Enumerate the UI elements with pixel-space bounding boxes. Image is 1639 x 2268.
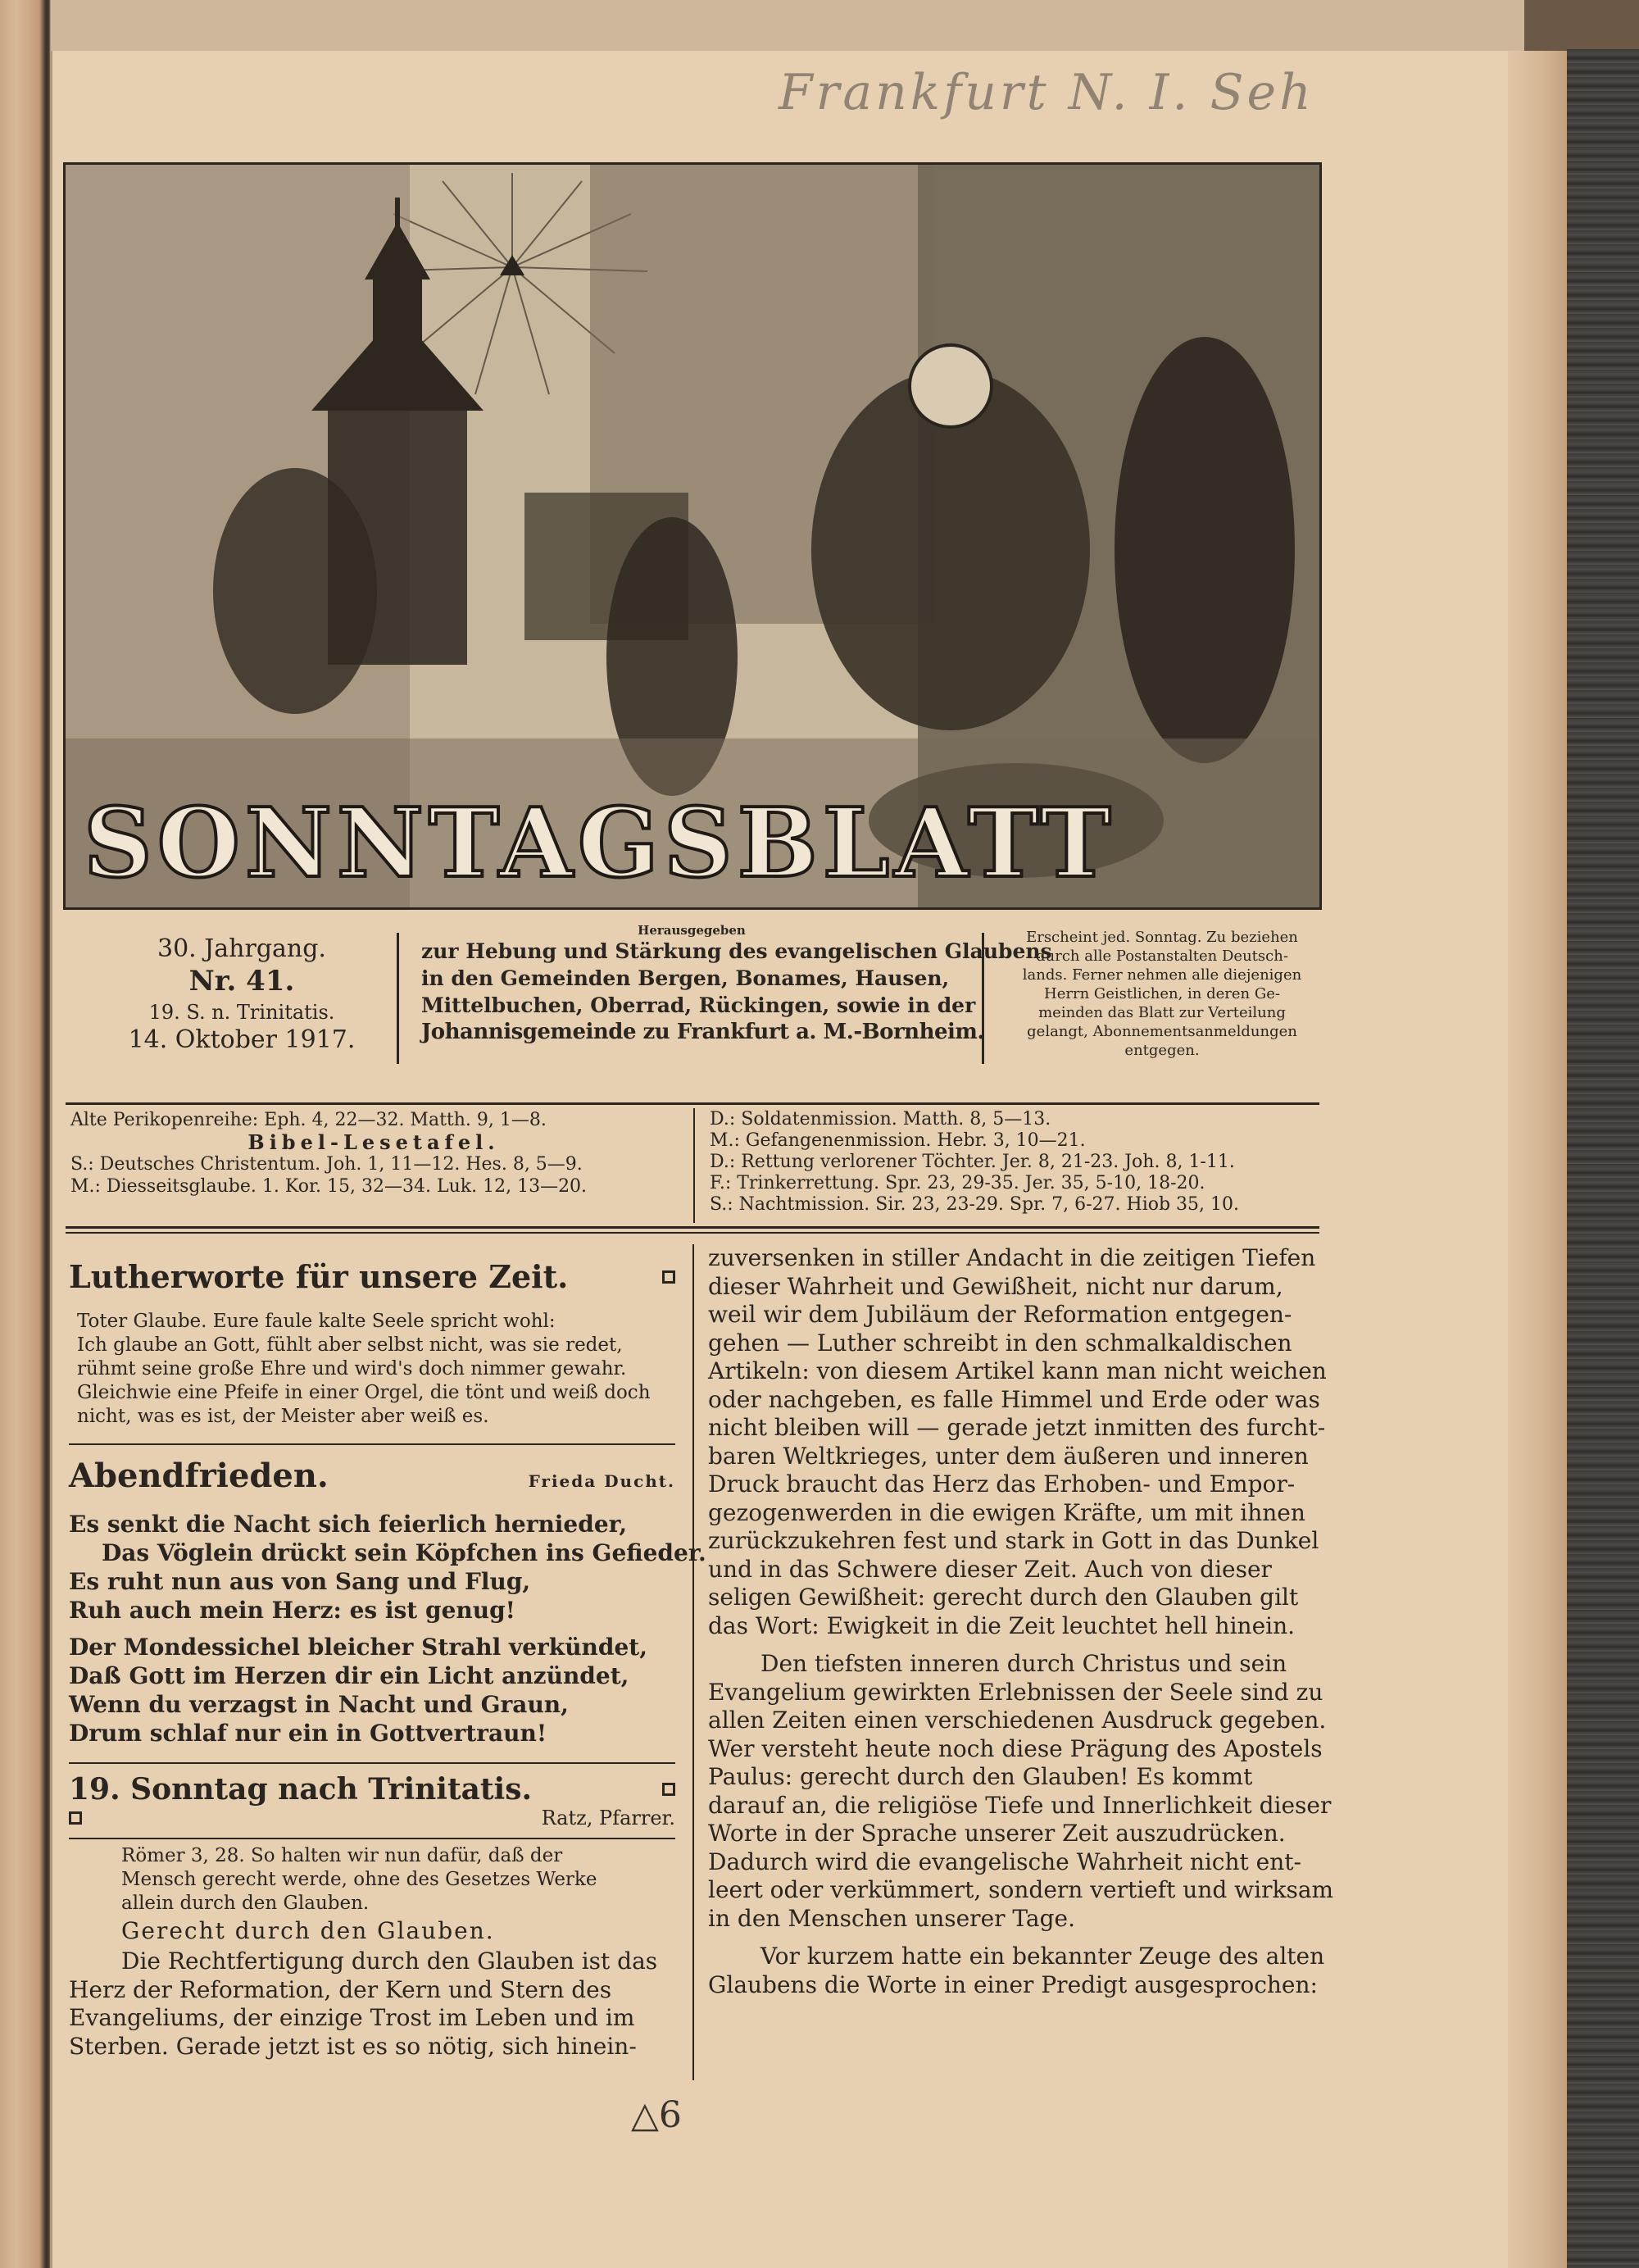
bible-reading-table-right [710,1109,1333,1216]
lesetafel-row: S.: Deutsches Christentum. Joh. 1, 11—12. Hes. 8, 5—9. [70,1154,583,1175]
subscription-line: entgegen. [1124,1042,1200,1059]
luther-text: Ich glaube an Gott, fühlt aber selbst nicht, was sie redet, [77,1334,623,1356]
sermon-body: dieser Wahrheit und Gewißheit, nicht nur darum, [708,1272,1283,1300]
sermon-body: nicht bleiben will — gerade jetzt inmitten des furcht- [708,1414,1326,1441]
halo-icon [910,345,992,427]
issue-number: Nr. 41. [188,965,295,998]
sermon-verse: Römer 3, 28. So halten wir nun dafür, daß der [121,1845,563,1866]
lesetafel-row: S.: Nachtmission. Sir. 23, 23-29. Spr. 7, 6-27. Hiob 35, 10. [710,1194,1240,1215]
column-divider [692,1244,694,2080]
sermon-body: Sterben. Gerade jetzt ist es so nötig, sich hinein- [69,2032,637,2060]
luther-heading: Lutherworte für unsere Zeit. [69,1258,569,1295]
sermon-body: in den Menschen unserer Tage. [708,1904,1076,1932]
perikopen-line: Alte Perikopenreihe: Eph. 4, 22—32. Matth. 9, 1—8. [70,1110,547,1130]
section-rule [69,1838,675,1839]
left-column [69,1258,706,2061]
sermon-body: Paulus: gerecht durch den Glauben! Es kommt [708,1763,1253,1790]
sermon-body: Den tiefsten inneren durch Christus und sein [760,1650,1287,1677]
sermon-body: Evangelium gewirkten Erlebnissen der Seele sind zu [708,1678,1323,1706]
lesetafel-row: F.: Trinkerrettung. Spr. 23, 29-35. Jer. 35, 5-10, 18-20. [710,1173,1205,1193]
book-binding [1567,49,1639,2268]
poem-line: Ruh auch mein Herz: es ist genug! [69,1597,515,1624]
sermon-body: zurückzukehren fest und stark in Gott in das Dunkel [708,1527,1319,1554]
poem-line: Drum schlaf nur ein in Gottvertraun! [69,1720,547,1747]
poem-author: Frieda Ducht. [528,1471,675,1491]
lesetafel-row: M.: Gefangenenmission. Hebr. 3, 10—21. [710,1130,1086,1151]
ornament-square-icon [662,1270,675,1284]
right-column [708,1244,1334,1999]
lesetafel-row: D.: Rettung verlorener Töchter. Jer. 8, 21-23. Joh. 8, 1-11. [710,1152,1235,1172]
section-rule [69,1443,675,1445]
sermon-body: Artikeln: von diesem Artikel kann man nicht weichen [708,1357,1327,1384]
section-rule [69,1762,675,1764]
sermon-body: weil wir dem Jubiläum der Reformation entgegen- [708,1301,1292,1328]
issue-info [123,934,361,1054]
sermon-body: oder nachgeben, es falle Himmel und Erde oder was [708,1385,1320,1413]
lesetafel-title: Bibel-Lesetafel. [247,1130,500,1154]
sermon-body: und in das Schwere dieser Zeit. Auch von dieser [708,1555,1272,1583]
sermon-verse: allein durch den Glauben. [121,1893,370,1914]
masthead-title: SONNTAGSBLATT [84,788,1116,899]
publisher-line: zur Hebung und Stärkung des evangelischen Glaubens [421,939,1052,963]
lesetafel-row: M.: Diesseitsglaube. 1. Kor. 15, 32—34. Luk. 12, 13—20. [70,1176,588,1197]
sermon-body: gezogenwerden in die ewigen Kräfte, um mit ihnen [708,1498,1305,1526]
ornament-square-icon [662,1783,675,1796]
poem-line: Der Mondessichel bleicher Strahl verkündet, [69,1634,647,1661]
page-footer-mark: △6 [631,2094,682,2136]
publisher-line: in den Gemeinden Bergen, Bonames, Hausen, [421,966,950,990]
luther-text: Gleichwie eine Pfeife in einer Orgel, die tönt und weiß doch [77,1382,651,1403]
lesetafel-rule [66,1226,1319,1229]
ornament-square-icon [69,1811,82,1825]
poem-line: Es ruht nun aus von Sang und Flug, [69,1568,531,1595]
sermon-subtitle: Gerecht durch den Glauben. [121,1917,495,1944]
page-edge [1508,51,1567,2268]
subscription-line: Erscheint jed. Sonntag. Zu beziehen [1026,929,1298,946]
bible-reading-table [70,1109,677,1198]
subscription-line: lands. Ferner nehmen alle diejenigen [1022,966,1302,984]
publisher-label: Herausgegeben [638,923,746,938]
sermon-body: Druck braucht das Herz das Erhoben- und Empor- [708,1470,1296,1498]
sermon-body: das Wort: Ewigkeit in die Zeit leuchtet hell hinein. [708,1611,1296,1639]
subscription-block [998,928,1326,1060]
sermon-body: Evangeliums, der einzige Trost im Leben und im [69,2004,635,2031]
sermon-body: Herz der Reformation, der Kern und Stern des [69,1975,612,2003]
sermon-body: zuversenken in stiller Andacht in die zeitigen Tiefen [708,1244,1316,1271]
sermon-body: Glaubens die Worte in einer Predigt ausgesprochen: [708,1970,1318,1998]
sermon-body: gehen — Luther schreibt in den schmalkaldischen [708,1329,1292,1357]
lesetafel-row: D.: Soldatenmission. Matth. 8, 5—13. [710,1109,1051,1129]
poem-line: Das Vöglein drückt sein Köpfchen ins Gefieder. [102,1539,706,1566]
sermon-body: Worte in der Sprache unserer Zeit auszudrücken. [708,1820,1286,1847]
lesetafel-rule-double [66,1232,1319,1234]
sermon-heading: 19. Sonntag nach Trinitatis. [69,1772,533,1807]
sermon-author: Ratz, Pfarrer. [541,1807,675,1829]
poem-heading: Abendfrieden. [69,1457,329,1495]
luther-text: Toter Glaube. Eure faule kalte Seele spricht wohl: [77,1311,556,1332]
publisher-block [421,923,1052,1046]
issue-date: 14. Oktober 1917. [128,1025,356,1054]
poem-line: Es senkt die Nacht sich feierlich hernieder, [69,1511,628,1538]
subscription-line: durch alle Postanstalten Deutsch- [1036,948,1288,965]
sermon-body: Vor kurzem hatte ein bekannter Zeuge des alten [760,1943,1325,1970]
masthead-illustration [63,162,1322,910]
sermon-body: Die Rechtfertigung durch den Glauben ist das [121,1948,658,1975]
header-divider [982,933,984,1064]
issue-sunday: 19. S. n. Trinitatis. [148,1001,335,1024]
header-rule [66,1102,1319,1105]
poem-line: Daß Gott im Herzen dir ein Licht anzündet, [69,1662,629,1689]
sermon-body: darauf an, die religiöse Tiefe und Innerlichkeit dieser [708,1791,1332,1819]
subscription-line: Herrn Geistlichen, in deren Ge- [1044,985,1280,1002]
sermon-body: baren Weltkrieges, unter dem äußeren und inneren [708,1442,1309,1470]
publisher-line: Mittelbuchen, Oberrad, Rückingen, sowie in der [421,993,976,1017]
luther-text: nicht, was es ist, der Meister aber weiß es. [77,1406,489,1427]
poem-line: Wenn du verzagst in Nacht und Graun, [69,1691,569,1718]
lesetafel-divider [693,1108,695,1223]
sermon-body: allen Zeiten einen verschiedenen Ausdruck gegeben. [708,1707,1327,1734]
subscription-line: gelangt, Abonnementsanmeldungen [1027,1023,1297,1040]
issue-year: 30. Jahrgang. [157,934,326,963]
sermon-body: Dadurch wird die evangelische Wahrheit nicht ent- [708,1848,1301,1875]
header-divider [397,933,399,1064]
publisher-line: Johannisgemeinde zu Frankfurt a. M.-Bornheim. [421,1020,984,1044]
archive-handwriting: Frankfurt N. I. Seh [779,64,1314,121]
sermon-body: seligen Gewißheit: gerecht durch den Glauben gilt [708,1584,1299,1611]
sermon-body: leert oder verkümmert, sondern vertieft und wirksam [708,1876,1334,1903]
luther-text: rühmt seine große Ehre und wird's doch nimmer gewahr. [77,1358,627,1379]
sermon-body: Wer versteht heute noch diese Prägung des Apostels [708,1734,1323,1762]
subscription-line: meinden das Blatt zur Verteilung [1038,1004,1286,1021]
sermon-verse: Mensch gerecht werde, ohne des Gesetzes Werke [121,1869,597,1890]
